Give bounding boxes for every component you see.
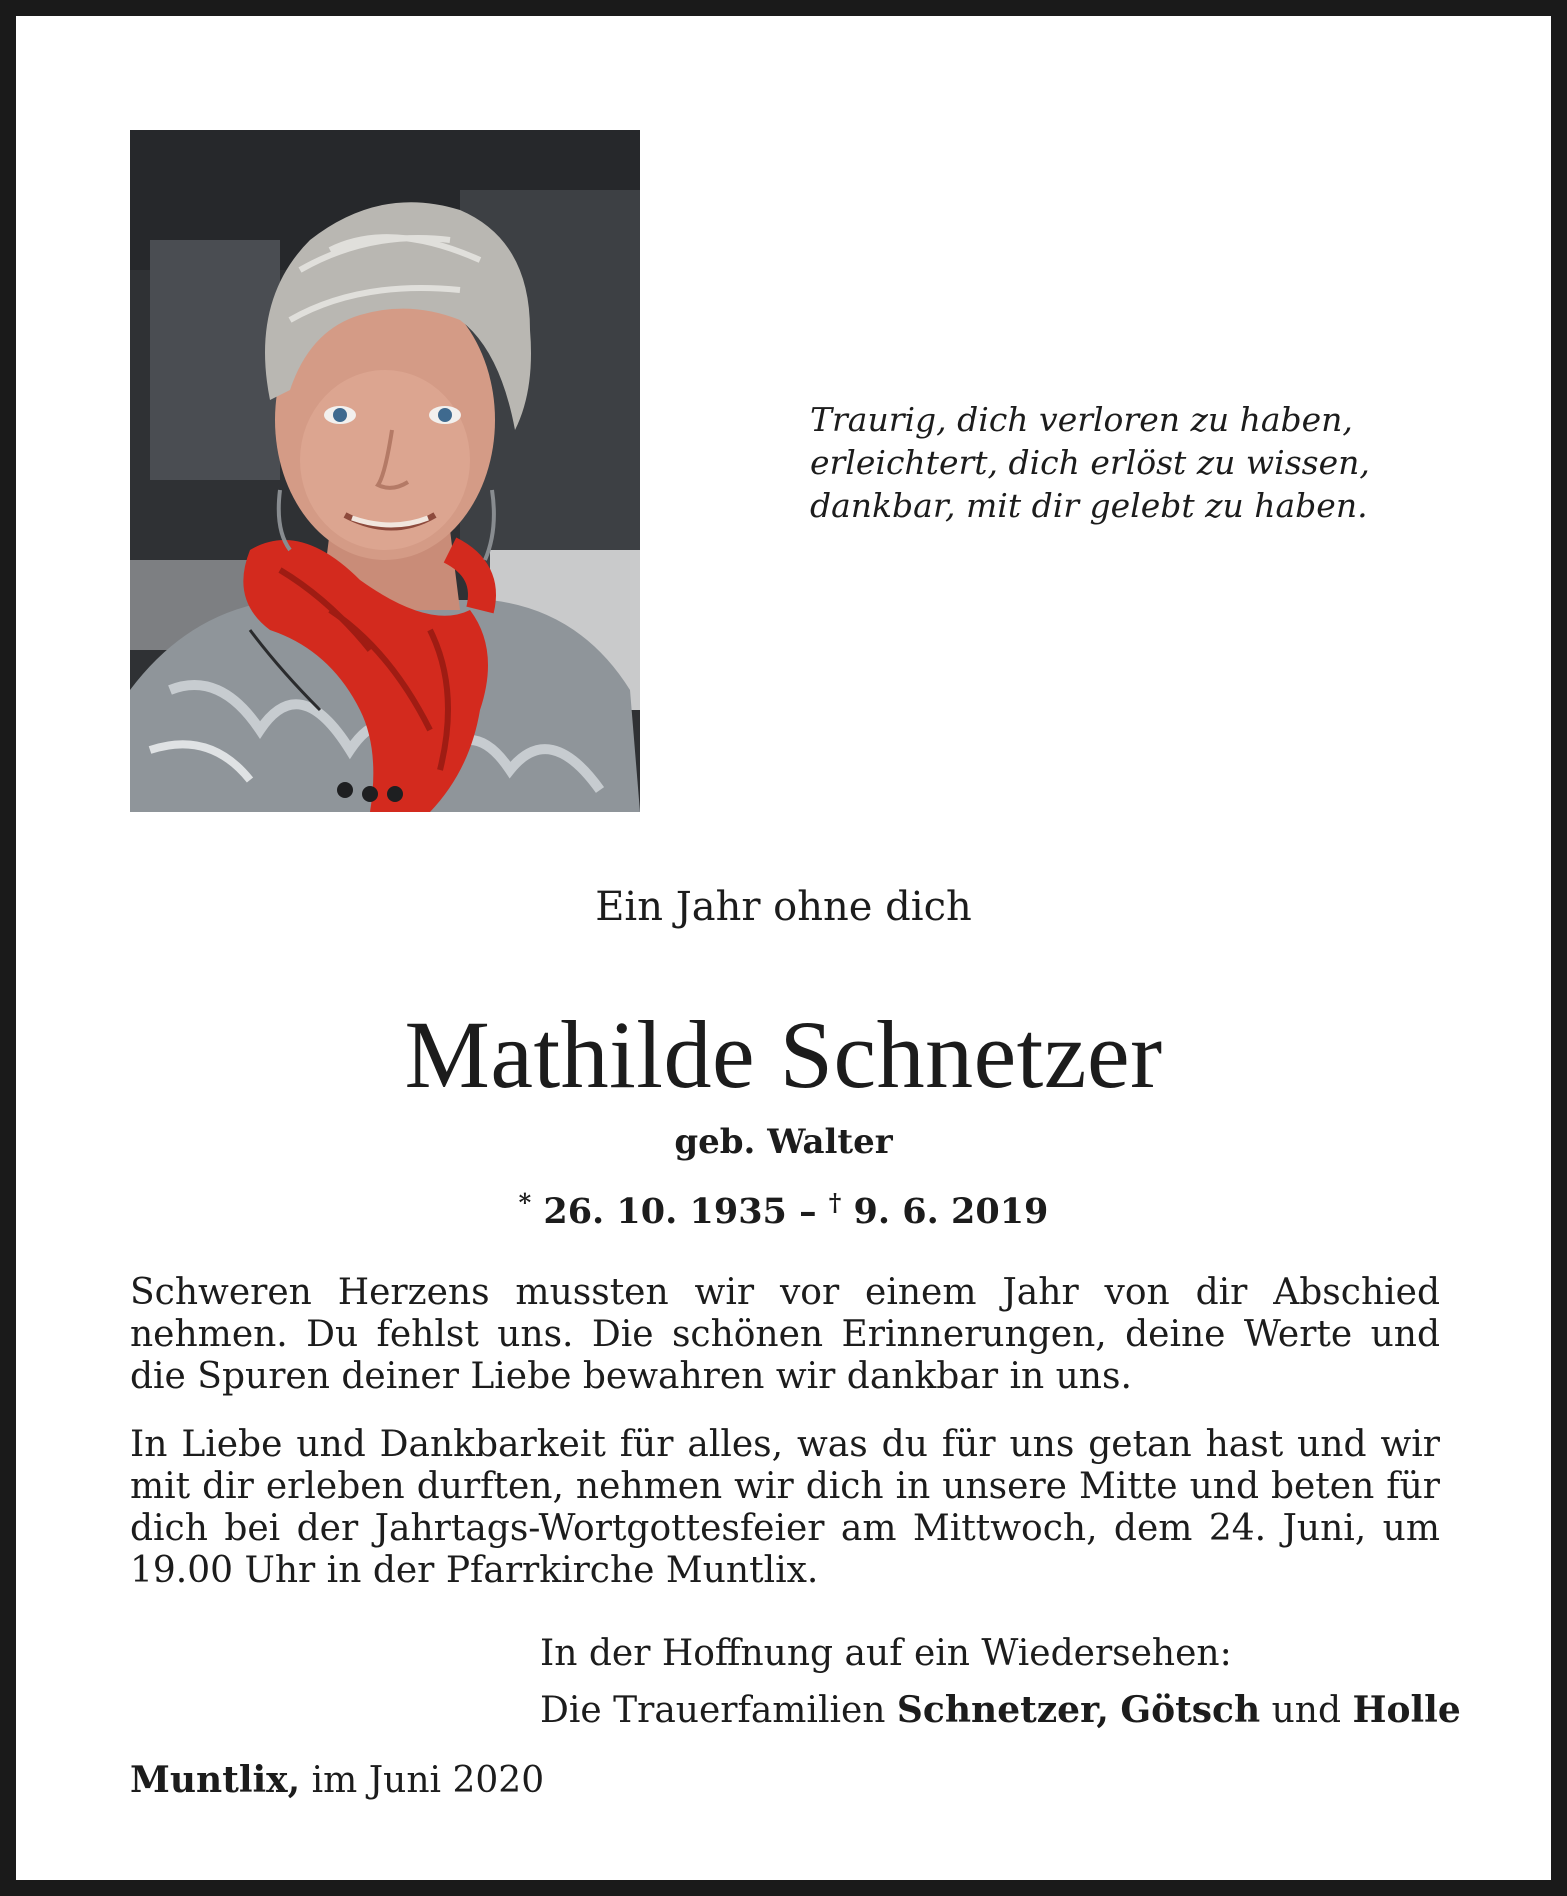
quote-line: Traurig, dich verloren zu haben, xyxy=(810,400,1353,439)
hope-line: In der Hoffnung auf ein Wiedersehen: xyxy=(540,1633,1232,1674)
life-dates xyxy=(16,1180,1551,1235)
body-paragraph-1: Schweren Herzens mussten wir vor einem Jahr von dir Abschied nehmen. Du fehlst uns. Die schönen Erinnerungen, deine Werte und die Spuren deiner Liebe bewahren wir dankbar in uns. xyxy=(130,1272,1440,1397)
deceased-name: Mathilde Schnetzer xyxy=(404,1001,1163,1108)
family-name: Holle xyxy=(1352,1689,1461,1731)
maiden-name: geb. Walter xyxy=(674,1122,893,1162)
birth-date: 26. 10. 1935 xyxy=(543,1191,787,1232)
date-separator: – xyxy=(799,1191,817,1232)
death-date: 9. 6. 2019 xyxy=(853,1191,1049,1232)
closing-block xyxy=(540,1626,1461,1739)
portrait-image xyxy=(130,130,640,812)
birth-symbol: * xyxy=(518,1188,532,1217)
obituary-page xyxy=(16,16,1551,1880)
quote-line: dankbar, mit dir gelebt zu haben. xyxy=(810,486,1368,525)
body-paragraph-2: In Liebe und Dankbarkeit für alles, was du für uns getan hast und wir mit dir erleben durften, nehmen wir dich in unsere Mitte und beten für dich bei der Jahrtags-Wortgottesfeier am Mittwoch, dem 24. Juni, um 19.00 Uhr in der Pfarrkirche Muntlix. xyxy=(130,1424,1440,1591)
anniversary-subtitle: Ein Jahr ohne dich xyxy=(595,884,972,930)
families-prefix: Die Trauerfamilien xyxy=(540,1690,886,1731)
families-line xyxy=(540,1682,1461,1739)
portrait-photo xyxy=(130,130,640,812)
quote-line: erleichtert, dich erlöst zu wissen, xyxy=(810,443,1370,482)
memorial-quote xyxy=(810,398,1510,527)
death-symbol: † xyxy=(828,1188,842,1217)
family-name: Schnetzer, xyxy=(896,1689,1109,1731)
family-name: Götsch xyxy=(1120,1689,1261,1731)
place-date-line xyxy=(130,1756,544,1805)
conjunction: und xyxy=(1271,1690,1342,1731)
place-name: Muntlix, xyxy=(130,1759,301,1801)
publication-date: im Juni 2020 xyxy=(311,1760,545,1801)
